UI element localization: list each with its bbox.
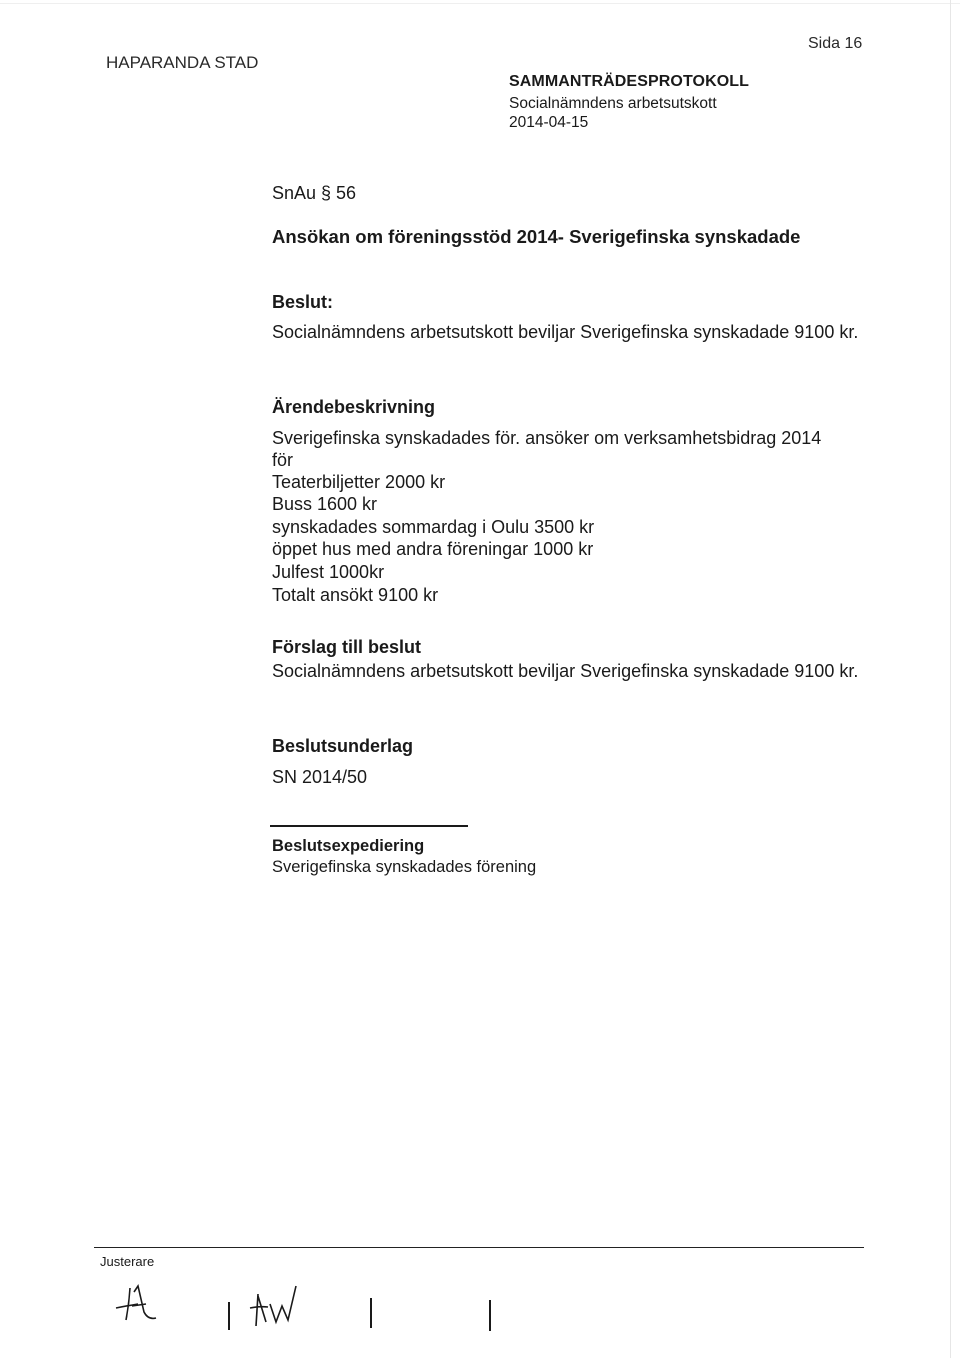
- proposal-text: Socialnämndens arbetsutskott beviljar Sverigefinska synskadade 9100 kr.: [272, 661, 859, 681]
- description-line: Totalt ansökt 9100 kr: [272, 585, 439, 605]
- dispatch-heading: Beslutsexpediering: [272, 837, 425, 855]
- page-right-edge: [950, 0, 951, 1358]
- paragraph-number: SnAu § 56: [272, 183, 357, 203]
- protocol-title: SAMMANTRÄDESPROTOKOLL: [509, 73, 750, 90]
- page-number: Sida 16: [808, 35, 863, 52]
- description-line: Teaterbiljetter 2000 kr: [272, 472, 446, 492]
- description-heading: Ärendebeskrivning: [272, 397, 436, 417]
- signature-box-divider: [370, 1298, 372, 1328]
- description-line: öppet hus med andra föreningar 1000 kr: [272, 539, 594, 559]
- basis-heading: Beslutsunderlag: [272, 736, 414, 756]
- decision-text: Socialnämndens arbetsutskott beviljar Sverigefinska synskadade 9100 kr.: [272, 322, 859, 342]
- signature-box-divider: [228, 1302, 230, 1330]
- committee-name: Socialnämndens arbetsutskott: [509, 95, 717, 112]
- signature-initials-2: [246, 1282, 302, 1330]
- signature-box-divider: [489, 1300, 491, 1331]
- org-name: HAPARANDA STAD: [106, 53, 259, 72]
- description-line: Sverigefinska synskadades för. ansöker om verksamhetsbidrag 2014: [272, 428, 822, 448]
- section-divider: [270, 825, 468, 827]
- page-top-edge: [0, 3, 960, 4]
- decision-heading: Beslut:: [272, 292, 334, 312]
- dispatch-text: Sverigefinska synskadades förening: [272, 858, 537, 876]
- footer-label-justerare: Justerare: [100, 1254, 155, 1269]
- meeting-date: 2014-04-15: [509, 114, 589, 131]
- basis-text: SN 2014/50: [272, 767, 368, 787]
- proposal-heading: Förslag till beslut: [272, 637, 422, 657]
- description-line: för: [272, 450, 294, 470]
- footer-rule: [94, 1247, 864, 1248]
- signature-initials-1: [112, 1280, 160, 1330]
- description-line: Julfest 1000kr: [272, 562, 385, 582]
- description-line: Buss 1600 kr: [272, 494, 378, 514]
- case-title: Ansökan om föreningsstöd 2014- Sverigefinska synskadade: [272, 226, 801, 247]
- description-line: synskadades sommardag i Oulu 3500 kr: [272, 517, 595, 537]
